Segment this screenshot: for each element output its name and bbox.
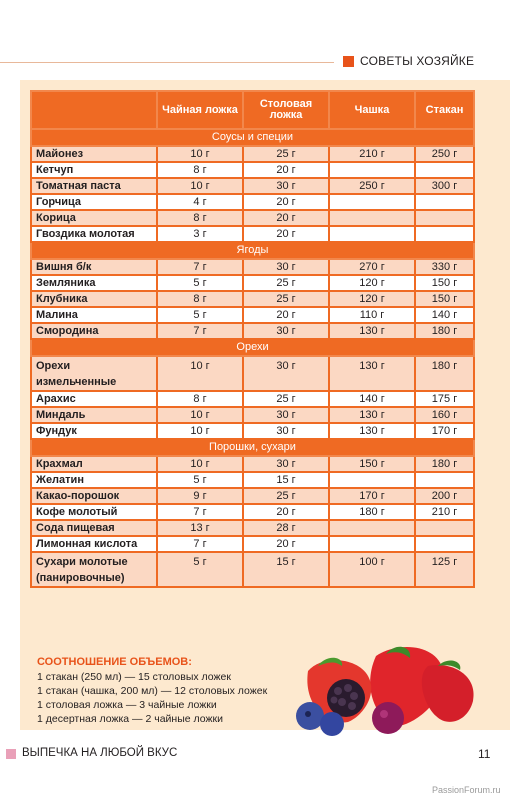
measure-value [415, 520, 474, 536]
section-heading: Соусы и специи [31, 129, 474, 146]
table-row [31, 472, 474, 488]
measure-value: 30 г [243, 323, 329, 339]
table-row [31, 407, 474, 423]
table-row [31, 552, 474, 587]
product-name: Горчица [31, 194, 157, 210]
measure-value [415, 472, 474, 488]
measure-value: 20 г [243, 504, 329, 520]
product-name: Желатин [31, 472, 157, 488]
watermark: PassionForum.ru [432, 785, 501, 795]
product-name: Гвоздика молотая [31, 226, 157, 242]
measure-value: 20 г [243, 536, 329, 552]
table-row [31, 323, 474, 339]
ratio-line: 1 столовая ложка — 3 чайные ложки [37, 699, 217, 711]
table-row [31, 194, 474, 210]
measure-value: 8 г [157, 210, 243, 226]
section-heading: Порошки, сухари [31, 439, 474, 456]
measure-value: 330 г [415, 259, 474, 275]
measure-value: 140 г [415, 307, 474, 323]
measure-value [415, 536, 474, 552]
measure-value: 15 г [243, 552, 329, 587]
measure-value: 30 г [243, 407, 329, 423]
measure-value: 110 г [329, 307, 415, 323]
measure-value [415, 162, 474, 178]
section-row [31, 129, 474, 146]
measure-value: 25 г [243, 391, 329, 407]
measure-value: 175 г [415, 391, 474, 407]
measure-value: 20 г [243, 162, 329, 178]
measure-value: 250 г [415, 146, 474, 162]
product-name: Арахис [31, 391, 157, 407]
page-number: 11 [478, 747, 491, 761]
measure-value: 150 г [329, 456, 415, 472]
table-row [31, 520, 474, 536]
measure-value: 7 г [157, 259, 243, 275]
measure-value [415, 194, 474, 210]
ratio-line: 1 десертная ложка — 2 чайные ложки [37, 713, 223, 725]
product-name: Малина [31, 307, 157, 323]
table-row [31, 456, 474, 472]
measure-value: 160 г [415, 407, 474, 423]
measure-value [415, 210, 474, 226]
measure-value: 130 г [329, 356, 415, 391]
measure-value [329, 194, 415, 210]
measure-value: 10 г [157, 146, 243, 162]
measure-value: 130 г [329, 323, 415, 339]
measure-value: 30 г [243, 356, 329, 391]
table-row [31, 291, 474, 307]
measure-value [329, 520, 415, 536]
product-name: Сухари молотые (панировочные) [31, 552, 157, 587]
measure-value: 20 г [243, 194, 329, 210]
table-row [31, 146, 474, 162]
section-heading: Орехи [31, 339, 474, 356]
book-title: ВЫПЕЧКА НА ЛЮБОЙ ВКУС [22, 747, 178, 759]
measure-value: 13 г [157, 520, 243, 536]
table-row [31, 275, 474, 291]
header-square-icon [343, 56, 354, 67]
column-header: Чашка [329, 91, 415, 129]
measure-value: 20 г [243, 307, 329, 323]
measure-value: 200 г [415, 488, 474, 504]
measure-value: 210 г [415, 504, 474, 520]
measure-value: 270 г [329, 259, 415, 275]
measure-value: 120 г [329, 275, 415, 291]
volume-ratios-title: СООТНОШЕНИЕ ОБЪЕМОВ: [37, 656, 192, 668]
column-header: Столовая ложка [243, 91, 329, 129]
measure-value: 10 г [157, 423, 243, 439]
measure-value: 5 г [157, 552, 243, 587]
table-row [31, 307, 474, 323]
table-row [31, 210, 474, 226]
table-row [31, 423, 474, 439]
measure-value: 130 г [329, 407, 415, 423]
table-row [31, 226, 474, 242]
volume-ratios [37, 655, 267, 726]
measure-value: 20 г [243, 226, 329, 242]
table-row [31, 536, 474, 552]
ratio-line: 1 стакан (чашка, 200 мл) — 12 столовых ложек [37, 685, 268, 697]
measure-value: 30 г [243, 423, 329, 439]
measure-value: 100 г [329, 552, 415, 587]
measure-value: 180 г [415, 356, 474, 391]
measure-value: 8 г [157, 391, 243, 407]
section-row [31, 439, 474, 456]
measure-value: 10 г [157, 407, 243, 423]
table-row [31, 356, 474, 391]
measure-value: 25 г [243, 275, 329, 291]
measure-value: 180 г [415, 323, 474, 339]
measure-value: 15 г [243, 472, 329, 488]
measure-value: 150 г [415, 275, 474, 291]
measure-value: 7 г [157, 536, 243, 552]
ratio-line: 1 стакан (250 мл) — 15 столовых ложек [37, 671, 231, 683]
measure-value: 9 г [157, 488, 243, 504]
column-header: Стакан [415, 91, 474, 129]
section-title: СОВЕТЫ ХОЗЯЙКЕ [360, 54, 475, 68]
product-name: Фундук [31, 423, 157, 439]
product-name: Смородина [31, 323, 157, 339]
measure-value: 7 г [157, 504, 243, 520]
measure-value [329, 536, 415, 552]
product-name: Орехи измельченные [31, 356, 157, 391]
measure-value: 130 г [329, 423, 415, 439]
measure-value [329, 472, 415, 488]
column-header [31, 91, 157, 129]
measure-value: 25 г [243, 488, 329, 504]
measure-value: 28 г [243, 520, 329, 536]
measure-value: 30 г [243, 178, 329, 194]
measure-value: 8 г [157, 291, 243, 307]
product-name: Томатная паста [31, 178, 157, 194]
measure-value [329, 210, 415, 226]
measure-value: 5 г [157, 472, 243, 488]
product-name: Лимонная кислота [31, 536, 157, 552]
measure-value: 4 г [157, 194, 243, 210]
measure-value [415, 226, 474, 242]
product-name: Земляника [31, 275, 157, 291]
product-name: Кетчуп [31, 162, 157, 178]
measure-value: 170 г [329, 488, 415, 504]
measure-value: 300 г [415, 178, 474, 194]
product-name: Кофе молотый [31, 504, 157, 520]
measure-value: 150 г [415, 291, 474, 307]
table-row [31, 259, 474, 275]
measure-value: 210 г [329, 146, 415, 162]
table-header-row [31, 91, 474, 129]
section-row [31, 339, 474, 356]
berries-illustration [288, 636, 488, 736]
measure-value [329, 226, 415, 242]
product-name: Крахмал [31, 456, 157, 472]
footer-square-icon [6, 749, 16, 759]
measure-value: 5 г [157, 275, 243, 291]
table-row [31, 162, 474, 178]
product-name: Клубника [31, 291, 157, 307]
product-name: Вишня б/к [31, 259, 157, 275]
measure-value [329, 162, 415, 178]
section-row [31, 242, 474, 259]
measure-value: 30 г [243, 259, 329, 275]
measure-value: 10 г [157, 456, 243, 472]
column-header: Чайная ложка [157, 91, 243, 129]
product-name: Корица [31, 210, 157, 226]
product-name: Какао-порошок [31, 488, 157, 504]
section-heading: Ягоды [31, 242, 474, 259]
measure-value: 8 г [157, 162, 243, 178]
measure-value: 180 г [329, 504, 415, 520]
product-name: Майонез [31, 146, 157, 162]
header-rule [0, 62, 334, 63]
table-row [31, 488, 474, 504]
measure-value: 7 г [157, 323, 243, 339]
measure-value: 125 г [415, 552, 474, 587]
measure-value: 120 г [329, 291, 415, 307]
measure-value: 250 г [329, 178, 415, 194]
table-row [31, 504, 474, 520]
measure-value: 10 г [157, 178, 243, 194]
table-row [31, 391, 474, 407]
measure-value: 20 г [243, 210, 329, 226]
measure-value: 180 г [415, 456, 474, 472]
measure-value: 5 г [157, 307, 243, 323]
product-name: Миндаль [31, 407, 157, 423]
conversion-table [30, 90, 475, 588]
measure-value: 25 г [243, 291, 329, 307]
measure-value: 140 г [329, 391, 415, 407]
measure-value: 10 г [157, 356, 243, 391]
product-name: Сода пищевая [31, 520, 157, 536]
measure-value: 30 г [243, 456, 329, 472]
measure-value: 170 г [415, 423, 474, 439]
measure-value: 25 г [243, 146, 329, 162]
table-row [31, 178, 474, 194]
measure-value: 3 г [157, 226, 243, 242]
